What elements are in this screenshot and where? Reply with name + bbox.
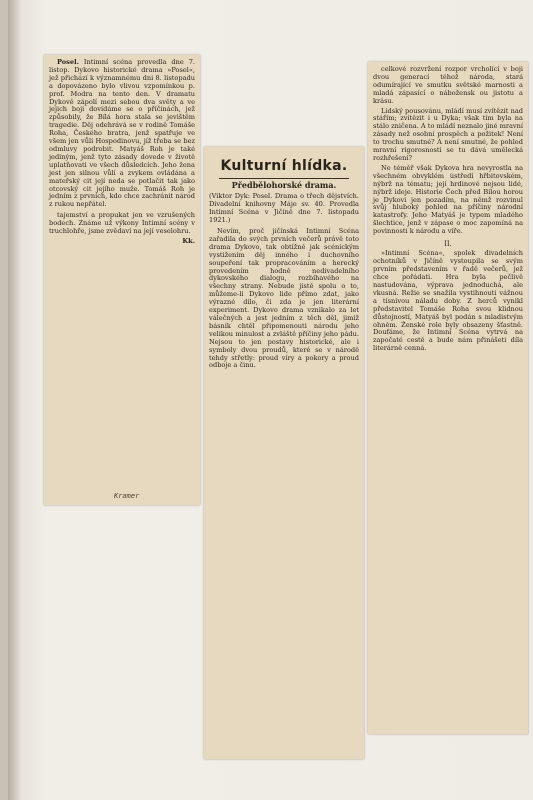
news-clipping-posel: [44, 55, 200, 505]
clipping-text: Intimní scéna provedla dne 7. listop. Dykovo historické drama »Posel«, jež přichází k významnému dni 8. listopadu a dopovázeno bylo vlivou vzpomínkou p. prof. Modra na tento den. V dramatu Dykově zápolí mezi sebou dva světy a ve jejich boji dovídáme se o příčinách, jež způsobily, že Bílá hora stala se jevištěm tragedie. Děj odehrává se v rodině Tomáše Roha, Českého bratra, jenž spatřuje ve všem jen vůli Hospodinovu, jíž třeba se bez odmluvy podrobit. Matyáš Roh je také jediným, jenž tyto zásady dovede v životě uplatňovati ve všech důsledcích. Jeho žena jest jen silnou vůlí a zvykem ovládána a mateřský cit její neda se potlačit tak jako otcovský cit jejího muže. Tomáš Roh je jedním z prvních, kdo chce zachránit národ z rukou nepřátel.: [49, 58, 195, 209]
news-clipping-continuation: [368, 62, 528, 734]
clipping-closing: tajemství a propukat jen ve vzrušených bodech. Známe už výkony Intimní scény v truchlohře, jsme zvědaví na její veselohru.: [49, 211, 195, 236]
clipping-headline: Kulturní hlídka.: [220, 158, 348, 174]
section-mark: II.: [444, 240, 452, 249]
clipping-lead-word: Posel.: [57, 58, 79, 66]
clipping-opening: celkové rozvržení rozpor vrcholící v boji dvou generací téhož národa, stará odumírající ve smutku světské marnosti a mladá zápasící o nábožensk ou jistotu a krásu.: [373, 65, 523, 105]
clipping-paragraph: [49, 59, 195, 209]
clipping-body-1: Lidský pousovánu, mládí musí zvítězit nad stářím; zvítězit i u Dyka; však tím byla na stálo zničena. A to mládí neznalo jiné mravní zásady než osobní prospěch a požitek! Není to trochu smutné? A není smutné, že pohled mravní rigorosnosti se tu dává umělecká rozhřešení?: [373, 106, 524, 162]
headline-rule: [219, 178, 349, 179]
news-clipping-kulturni-hlidka: [204, 147, 364, 759]
clipping-signature: Kk.: [182, 236, 195, 245]
clipping-body: Nevím, proč jičínská Intimní Scéna zařadila do svých prvních večerů právě toto drama Dykovo, tak obtížné jak scénickým vystižením děj inného i duchovního soupeření tak propracováním a herecký provedením hodně nedivadelního dykovského dialogu, rozbíhavého na všechny strany. Nebude jistě spolu o to, můžeme-li Dykovo lide přímo zdat, jako výrazné dílo, či zda je jen literární experiment. Dykovo drama vznikalo za let válečných a jest jedním z těch děl, jimiž básník chtěl připomenouti národu jeho velikou minulost a zvláště příčiny jeho pádu. Nejsou to jen postavy historické, ale i symboly dvou proudů, které se v národě tehdy střetly: proud víry a pokory a proud odboje a činu.: [209, 227, 359, 370]
album-page: [8, 0, 533, 800]
clipping-body-3: »Intimní Scéna«, spolek divadelních ochotníků v Jičíně vystoupila se svým prvním představením v řadě večerů, jež chce pořádati. Hra byla pečlivě nastudována, výprava jednoduchá, ale vkusná. Režie se snažila vystihnouti vážnou a tísnivou náladu doby. Z herců vynikl představitel Tomáše Roha svou klidnou důstojností, Matyáš byl podán s mladistvým ohněm. Ženské role byly obsazeny šťastně. Doufáme, že Intimní Scéna vytrvá na započaté cestě a bude nám přinášeti díla literárně cenná.: [373, 249, 523, 353]
clipping-body-2: Ne téměř však Dykova hra nevyrostla na všechném obvyklém ústředí hřbitovském, nýbrž na tématu; její hrdinové nejsou lidé, nýbrž ideje. Historie Čech před Bílou horou je Dykovi jen pozadím, na němž rozvinul svůj hluboký pohled na příčiny národní katastrofy. Jeho Matyáš je typem mladého šlechtice, jenž v zápase o moc zapomíná na povinnosti k národu a víře.: [373, 163, 523, 236]
clipping-subhead: Předbělohorské drama.: [231, 179, 337, 190]
clipping-intro: (Viktor Dyk: Posel. Drama o třech dějstvích. Divadelní knihovny Máje sv. 40. Provedla Intimní Scéna v Jičíně dne 7. listopadu 1921.): [209, 192, 359, 225]
handwritten-note: Kramer: [114, 491, 140, 500]
